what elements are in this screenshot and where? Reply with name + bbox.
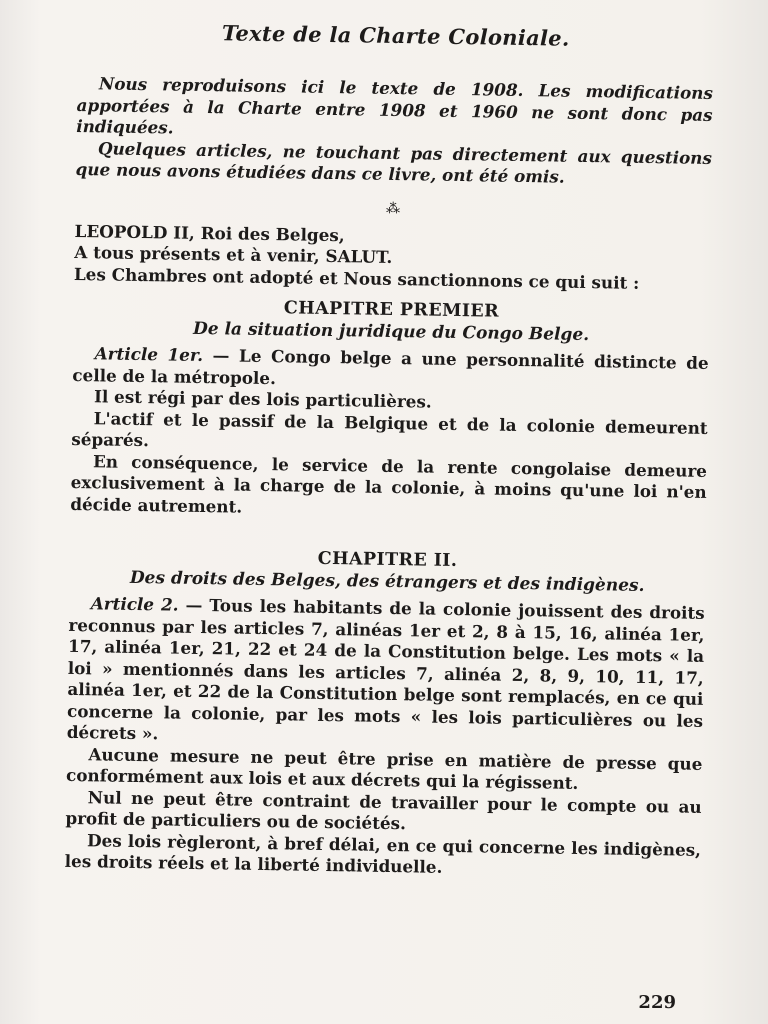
- preamble-line: LEOPOLD II, Roi des Belges,: [74, 220, 345, 245]
- chapter-1: [70, 295, 709, 525]
- text-block: [65, 18, 714, 882]
- intro-note: [75, 73, 713, 190]
- article-label: Article 1er.: [94, 343, 204, 366]
- article-text: — Tous les habitants de la colonie jouissent des droits reconnus par les articles 7, alinéas 1er et 2, 8 à 15, 16, alinéa 1er, 17, alinéa 1er, 21, 22 et 24 de la Constitution belge. Les mots « la loi » mentionnés dans les articles 7, alinéa 2, 8, 9, 10, 11, 17, alinéa 1er, et 22 de la Constitution belge sont remplacés, en ce qui concerne la colonie, par les mots « les lois particulières ou les décrets ».: [66, 594, 705, 744]
- article-paragraph: L'actif et le passif de la Belgique et de la colonie demeurent séparés.: [71, 407, 708, 451]
- document-title: Texte de la Charte Coloniale.: [221, 20, 570, 51]
- intro-paragraph: Nous reproduisons ici le texte de 1908. Les modifications apportées à la Charte entre 1908 et 1960 ne sont donc pas indiquées.: [76, 73, 714, 138]
- chapter-title: CHAPITRE PREMIER: [283, 298, 500, 322]
- intro-paragraph: Quelques articles, ne touchant pas directement aux questions que nous avons étudiées dans ce livre, ont été omis.: [75, 137, 713, 187]
- article-paragraph: Aucune mesure ne peut être prise en matière de presse que conformément aux lois et aux décrets qui la régissent.: [65, 743, 703, 793]
- article-2: [67, 593, 705, 753]
- chapter-subtitle: Des droits des Belges, des étrangers et des indigènes.: [129, 567, 645, 596]
- article-paragraph: Nul ne peut être contraint de travailler pour le compte ou au profit de particuliers ou de sociétés.: [65, 786, 702, 834]
- section-separator: ⁂: [385, 200, 401, 217]
- page-number: 229: [638, 992, 676, 1013]
- article-paragraph: Des lois règleront, à bref délai, en ce qui concerne les indigènes, les droits réels et la liberté individuelle.: [64, 829, 702, 877]
- article-paragraph: En conséquence, le service de la rente congolaise demeure exclusivement à la charge de la colonie, à moins qu'une loi n'en décide autrement.: [70, 450, 708, 517]
- article-paragraph: Il est régi par des lois particulières.: [93, 386, 432, 412]
- preamble-line: A tous présents et à venir, SALUT.: [74, 241, 393, 267]
- preamble: [74, 220, 711, 294]
- chapter-2: [65, 545, 706, 882]
- preamble-line: Les Chambres ont adopté et Nous sanctionnons ce qui suit :: [73, 263, 640, 293]
- chapter-subtitle: De la situation juridique du Congo Belge.: [192, 318, 590, 346]
- chapter-title: CHAPITRE II.: [317, 548, 458, 572]
- article-label: Article 2.: [90, 593, 179, 615]
- article-text: — Le Congo belge a une personnalité distincte de celle de la métropole.: [72, 345, 709, 388]
